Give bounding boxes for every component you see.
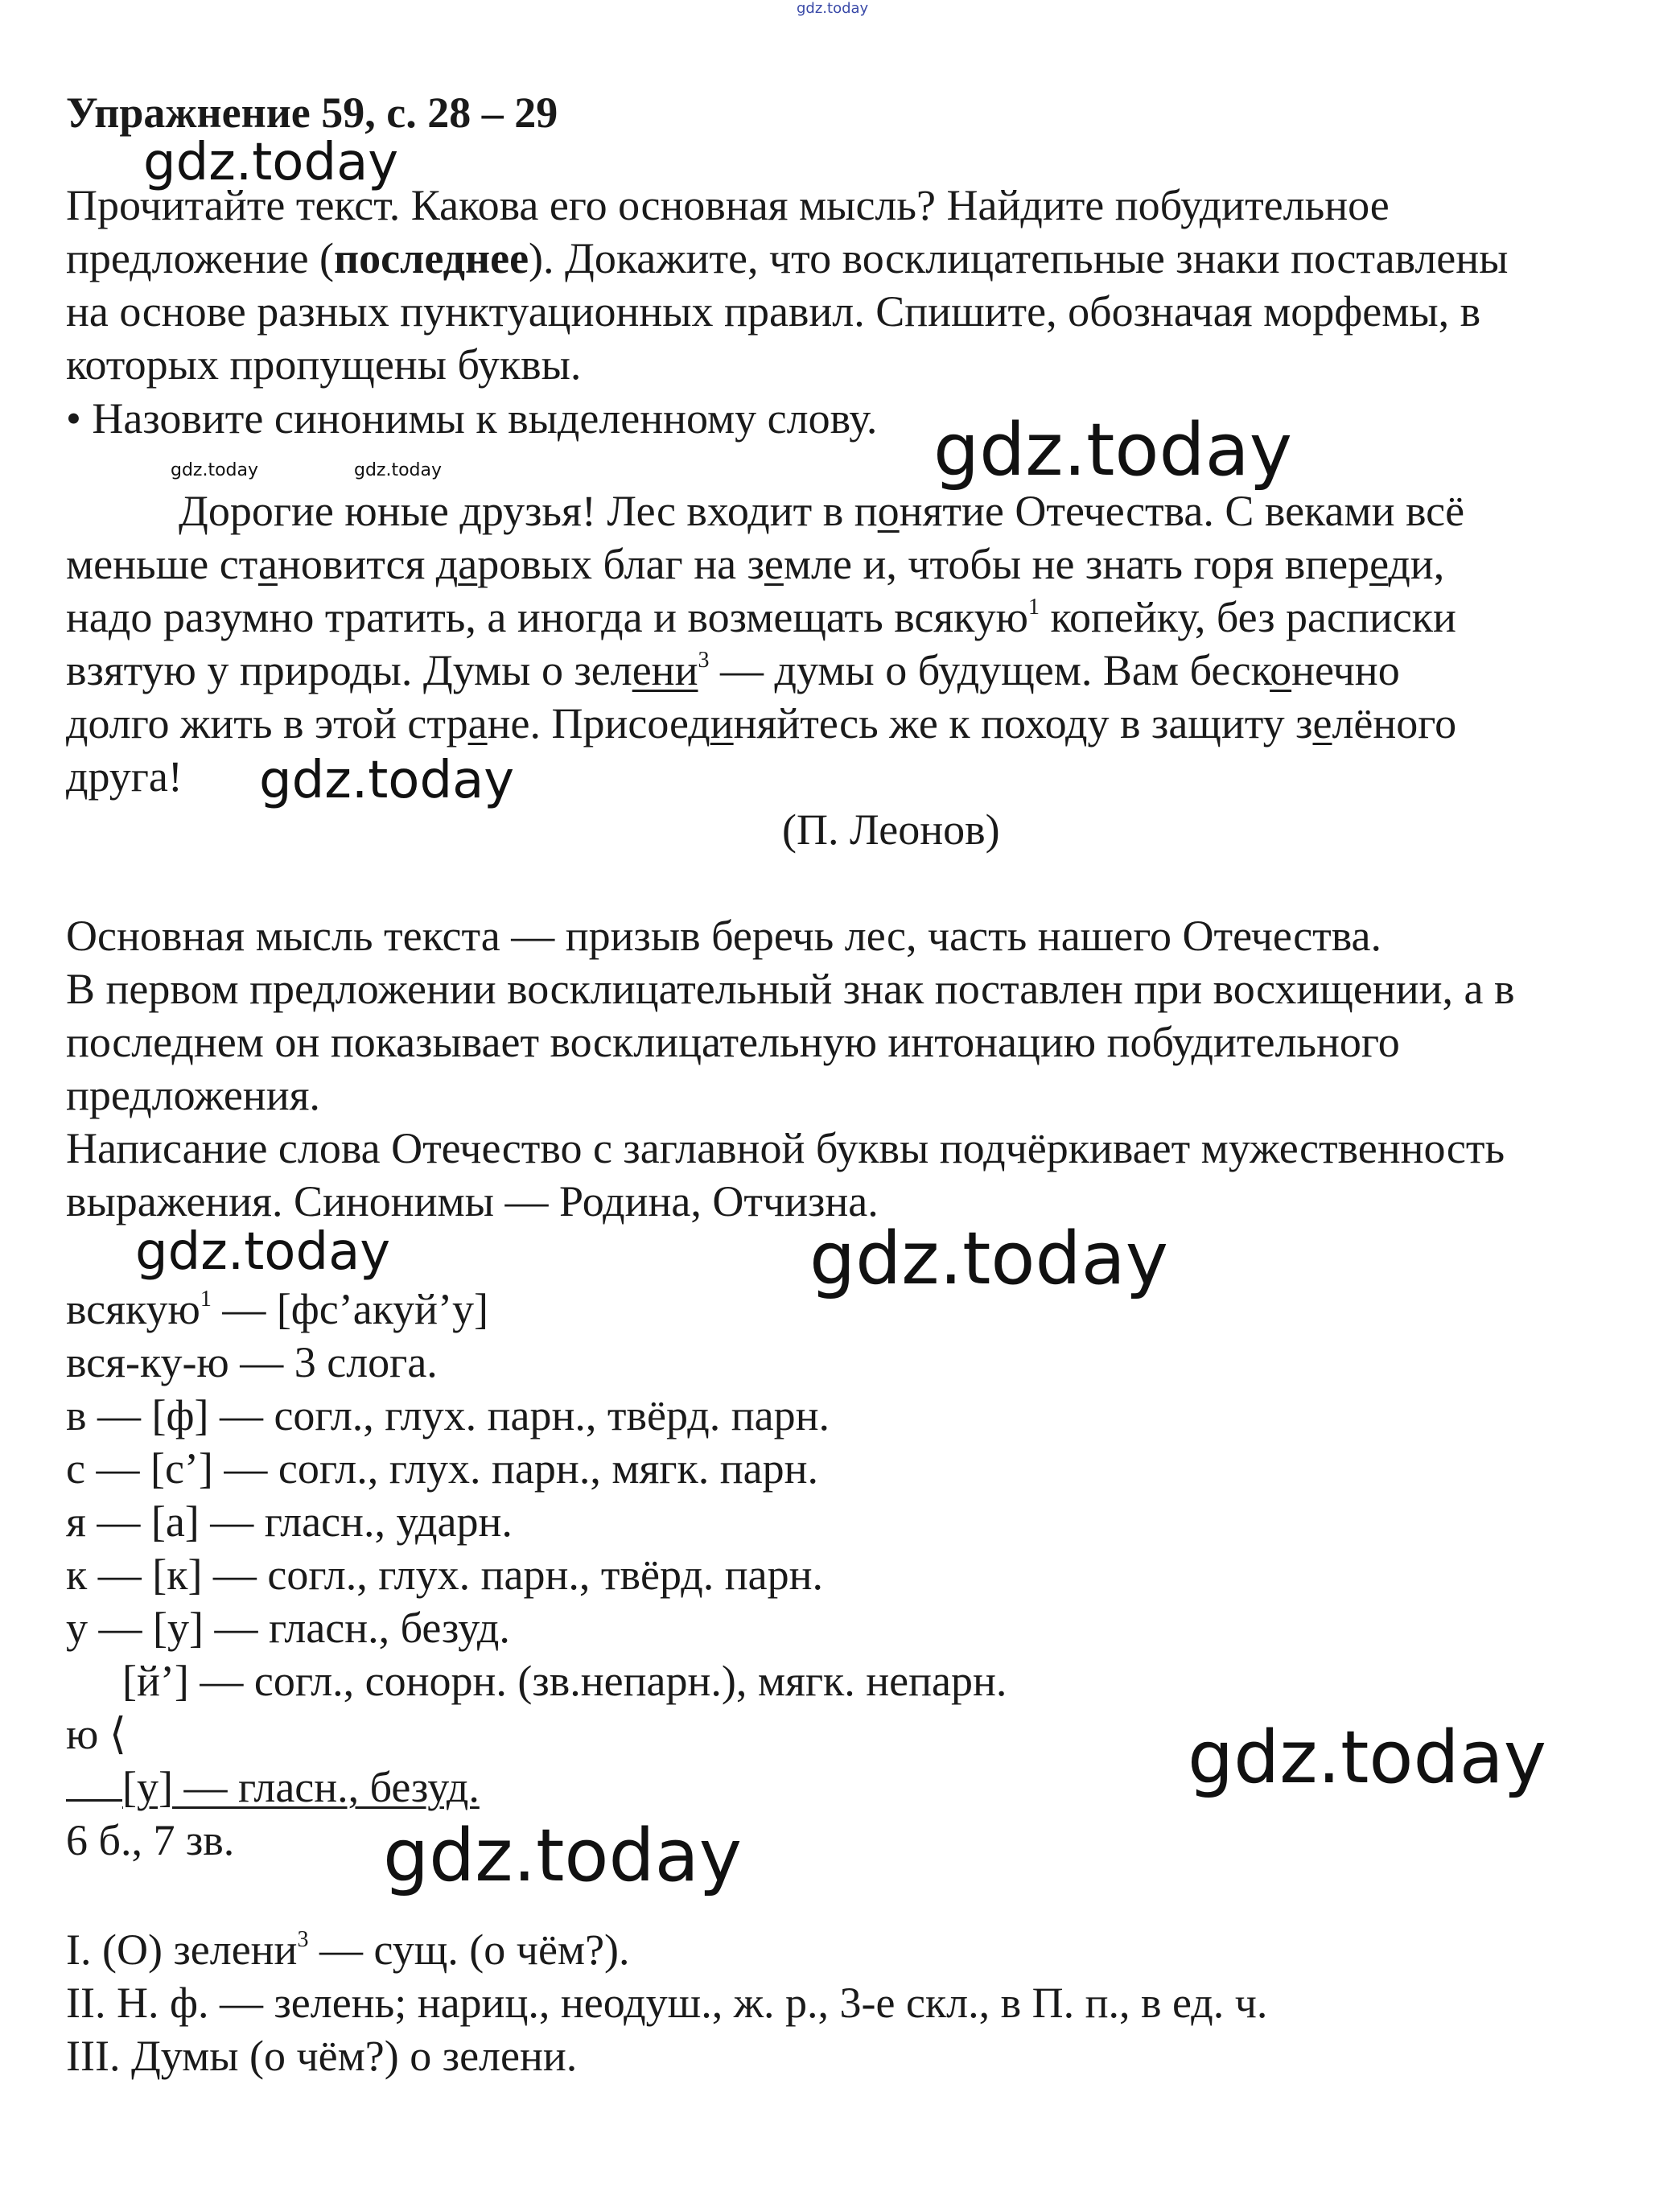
- watermark: gdz.today: [383, 1814, 743, 1898]
- watermark: gdz.today: [259, 751, 515, 810]
- morph-line: III. Думы (о чём?) о зелени.: [66, 2032, 578, 2080]
- phonetic-row: к — [к] — согл., глух. парн., твёрд. парн.: [66, 1551, 823, 1599]
- watermark-top: gdz.today: [797, 0, 869, 17]
- answer-line: В первом предложении восклицательный знак поставлен при восхищении, а в: [66, 965, 1515, 1013]
- phonetic-row: с — [с’] — согл., глух. парн., мягк. парн.: [66, 1444, 818, 1493]
- task-line: на основе разных пунктуационных правил. Спишите, обозначая морфемы, в: [66, 287, 1481, 336]
- task-line: Прочитайте текст. Какова его основная мысль? Найдите побудительное: [66, 181, 1390, 229]
- phonetic-syllables: вся-ку-ю — 3 слога.: [66, 1338, 438, 1386]
- watermark-small: gdz.today: [171, 460, 259, 480]
- text-author: (П. Леонов): [782, 805, 1000, 854]
- phonetic-row: я — [а] — гласн., ударн.: [66, 1497, 513, 1546]
- task-line: предложение (последнее). Докажите, что восклицатепьные знаки поставлены: [66, 234, 1509, 282]
- watermark: gdz.today: [143, 133, 399, 192]
- task-line: которых пропущены буквы.: [66, 340, 582, 389]
- phonetic-summary: 6 б., 7 зв.: [66, 1816, 235, 1864]
- watermark: gdz.today: [1188, 1715, 1547, 1800]
- phonetic-row: у — [у] — гласн., безуд.: [66, 1604, 510, 1652]
- text-line: долго жить в этой стране. Присоединяйтесь же к походу в защиту зелёного: [66, 699, 1457, 748]
- answer-line: Написание слова Отечество с заглавной буквы подчёркивает мужественность: [66, 1124, 1505, 1172]
- answer-line: выражения. Синонимы — Родина, Отчизна.: [66, 1177, 879, 1225]
- answer-line: Основная мысль текста — призыв беречь лес, часть нашего Отечества.: [66, 912, 1382, 960]
- phonetic-row: [й’] — согл., сонорн. (зв.непарн.), мягк. непарн.: [122, 1657, 1007, 1705]
- task-bullet: • Назовите синонимы к выделенному слову.: [66, 394, 878, 443]
- bold-word: последнее: [334, 234, 529, 282]
- phonetic-word: всякую$^1$ — [фс’акуй’у]: [66, 1285, 489, 1333]
- morph-line: I. (О) зелени$^3$ — сущ. (о чём?).: [66, 1925, 630, 1974]
- phonetic-row: ю ⟨: [66, 1710, 126, 1758]
- exercise-title: Упражнение 59, с. 28 – 29: [66, 89, 558, 137]
- watermark-small: gdz.today: [354, 460, 443, 480]
- text-line: надо разумно тратить, а иногда и возмещать всякую$^1$ копейку, без расписки: [66, 593, 1456, 641]
- text-line: Дорогие юные друзья! Лес входит в понятие Отечества. С веками всё: [179, 487, 1465, 535]
- watermark: gdz.today: [135, 1222, 391, 1282]
- text-line: меньше становится даровых благ на земле и, чтобы не знать горя впереди,: [66, 540, 1445, 588]
- watermark: gdz.today: [809, 1217, 1169, 1301]
- phonetic-row: [у] — гласн., безуд.: [66, 1761, 480, 1814]
- text-line: взятую у природы. Думы о зелени$^3$ — думы о будущем. Вам бесконечно: [66, 646, 1400, 694]
- phonetic-row: в — [ф] — согл., глух. парн., твёрд. парн.: [66, 1391, 830, 1439]
- text-line: друга!: [66, 752, 183, 801]
- watermark: gdz.today: [933, 408, 1293, 492]
- morph-line: II. Н. ф. — зелень; нариц., неодуш., ж. р., 3-е скл., в П. п., в ед. ч.: [66, 1979, 1268, 2027]
- answer-line: предложения.: [66, 1071, 320, 1119]
- answer-line: последнем он показывает восклицательную интонацию побудительного: [66, 1018, 1400, 1066]
